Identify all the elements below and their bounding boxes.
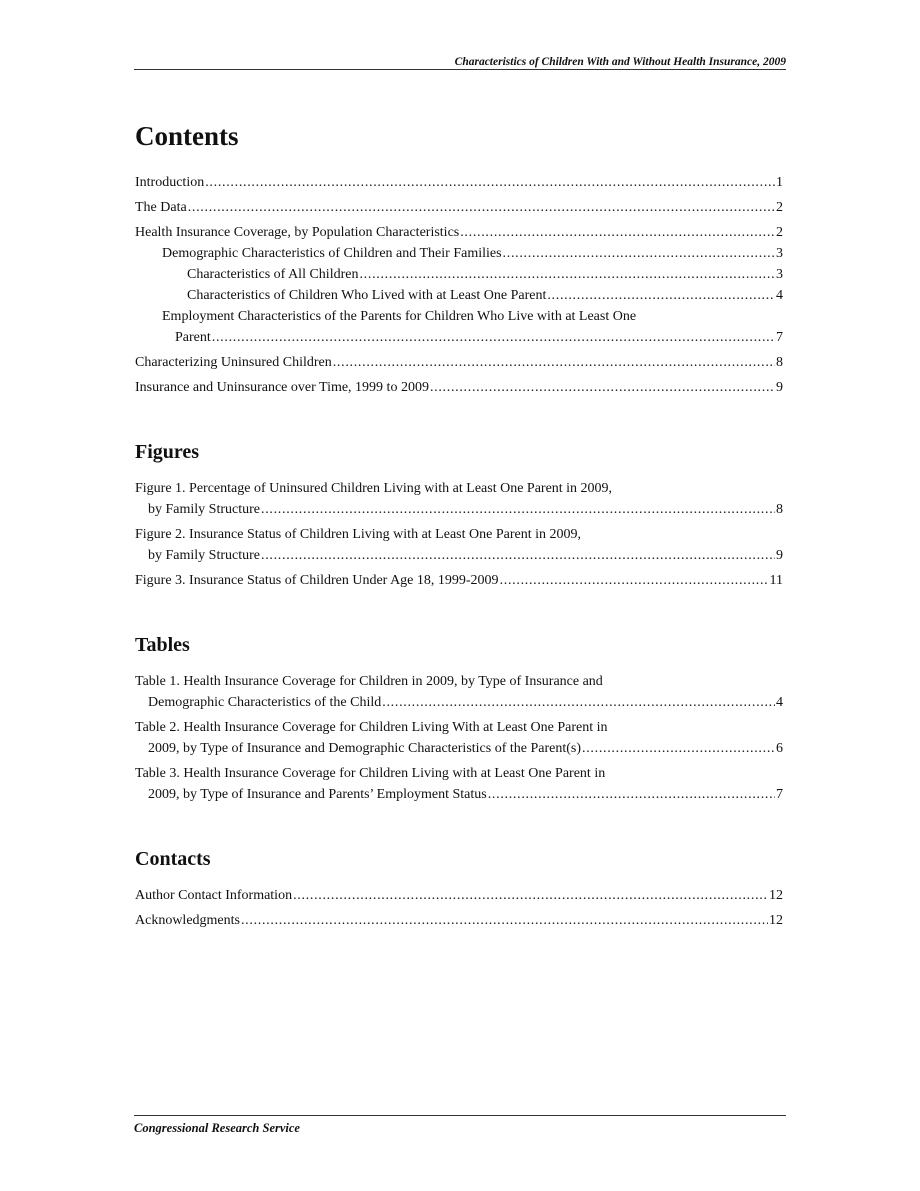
toc-entry-title: Characteristics of All Children <box>187 267 359 283</box>
running-footer <box>134 1115 786 1136</box>
toc-entry-title: Insurance and Uninsurance over Time, 1999 to 2009 <box>135 380 429 396</box>
toc-entry-title: Figure 3. Insurance Status of Children Under Age 18, 1999-2009 <box>135 573 499 589</box>
toc-entry-introduction[interactable] <box>135 172 783 193</box>
contacts-heading: Contacts <box>135 848 211 871</box>
running-title: Characteristics of Children With and Without Health Insurance, 2009 <box>454 56 786 68</box>
toc-entry-title: Employment Characteristics of the Parents for Children Who Live with at Least One <box>162 309 637 325</box>
toc-entry-title-continued: Demographic Characteristics of the Child <box>148 695 382 711</box>
toc-entry-title: Table 1. Health Insurance Coverage for Children in 2009, by Type of Insurance and <box>135 674 603 690</box>
dot-leader <box>333 352 775 373</box>
toc-entry-title-continued: by Family Structure <box>148 548 260 564</box>
toc-entry-title: Acknowledgments <box>135 913 240 929</box>
dot-leader <box>503 243 775 264</box>
toc-entry-title-continued: 2009, by Type of Insurance and Parents’ Employment Status <box>148 787 487 803</box>
toc-entry-figure-1[interactable] <box>135 478 783 520</box>
dot-leader <box>293 885 768 906</box>
running-header <box>134 56 786 70</box>
dot-leader <box>261 499 775 520</box>
toc-entry-page: 8 <box>776 502 783 518</box>
toc-entry-title-continued: 2009, by Type of Insurance and Demographic Characteristics of the Parent(s) <box>148 741 582 757</box>
toc-entry-title: Characterizing Uninsured Children <box>135 355 332 371</box>
dot-leader <box>212 327 775 348</box>
figures-heading: Figures <box>135 441 200 464</box>
toc-entry-author-contact[interactable] <box>135 885 783 906</box>
toc-entry-title-continued: by Family Structure <box>148 502 260 518</box>
dot-leader <box>582 738 775 759</box>
toc-entry-title: Figure 1. Percentage of Uninsured Children Living with at Least One Parent in 2009, <box>135 481 613 497</box>
dot-leader <box>359 264 775 285</box>
dot-leader <box>430 377 775 398</box>
toc-entry-demographic-characteristics[interactable] <box>135 243 783 264</box>
toc-entry-the-data[interactable] <box>135 197 783 218</box>
dot-leader <box>205 172 775 193</box>
toc-entry-title: Introduction <box>135 175 205 191</box>
toc-entry-page: 9 <box>776 380 783 396</box>
toc-entry-employment-characteristics[interactable] <box>135 306 783 348</box>
toc-entry-page: 8 <box>776 355 783 371</box>
toc-entry-children-with-parent[interactable] <box>135 285 783 306</box>
toc-entry-coverage-by-population[interactable] <box>135 222 783 243</box>
dot-leader <box>261 545 775 566</box>
toc-entry-title: The Data <box>135 200 187 216</box>
toc-entry-page: 6 <box>776 741 783 757</box>
toc-entry-page: 3 <box>776 267 783 283</box>
toc-entry-title: Health Insurance Coverage, by Population Characteristics <box>135 225 460 241</box>
toc-entry-page: 12 <box>769 913 783 929</box>
toc-entry-page: 7 <box>776 330 783 346</box>
toc-entry-characterizing-uninsured[interactable] <box>135 352 783 373</box>
toc-entry-title: Characteristics of Children Who Lived with at Least One Parent <box>187 288 547 304</box>
toc-entry-figure-2[interactable] <box>135 524 783 566</box>
toc-entry-page: 9 <box>776 548 783 564</box>
dot-leader <box>488 784 775 805</box>
dot-leader <box>500 570 769 591</box>
toc-entry-figure-3[interactable] <box>135 570 783 591</box>
toc-entry-page: 3 <box>776 246 783 262</box>
toc-entry-title: Table 3. Health Insurance Coverage for Children Living with at Least One Parent in <box>135 766 606 782</box>
toc-entry-table-2[interactable] <box>135 717 783 759</box>
toc-entry-title: Table 2. Health Insurance Coverage for Children Living With at Least One Parent in <box>135 720 608 736</box>
toc-entry-all-children[interactable] <box>135 264 783 285</box>
contents-heading: Contents <box>135 121 239 151</box>
dot-leader <box>382 692 775 713</box>
dot-leader <box>241 910 768 931</box>
dot-leader <box>188 197 775 218</box>
toc-entry-title: Author Contact Information <box>135 888 293 904</box>
tables-heading: Tables <box>135 634 190 657</box>
dot-leader <box>547 285 775 306</box>
table-of-contents <box>135 120 783 935</box>
toc-entry-page: 12 <box>769 888 783 904</box>
toc-entry-page: 2 <box>776 225 783 241</box>
toc-entry-acknowledgments[interactable] <box>135 910 783 931</box>
toc-entry-page: 4 <box>776 288 783 304</box>
toc-entry-title: Demographic Characteristics of Children and Their Families <box>162 246 502 262</box>
toc-entry-page: 2 <box>776 200 783 216</box>
toc-entry-table-1[interactable] <box>135 671 783 713</box>
dot-leader <box>460 222 775 243</box>
publisher-name: Congressional Research Service <box>134 1121 300 1135</box>
toc-group-coverage <box>135 222 783 348</box>
toc-entry-title: Figure 2. Insurance Status of Children Living with at Least One Parent in 2009, <box>135 527 581 543</box>
toc-entry-page: 1 <box>776 175 783 191</box>
toc-entry-table-3[interactable] <box>135 763 783 805</box>
toc-entry-page: 11 <box>769 573 783 589</box>
toc-entry-title-continued: Parent <box>175 330 211 346</box>
toc-entry-page: 4 <box>776 695 783 711</box>
toc-entry-page: 7 <box>776 787 783 803</box>
toc-entry-insurance-over-time[interactable] <box>135 377 783 398</box>
